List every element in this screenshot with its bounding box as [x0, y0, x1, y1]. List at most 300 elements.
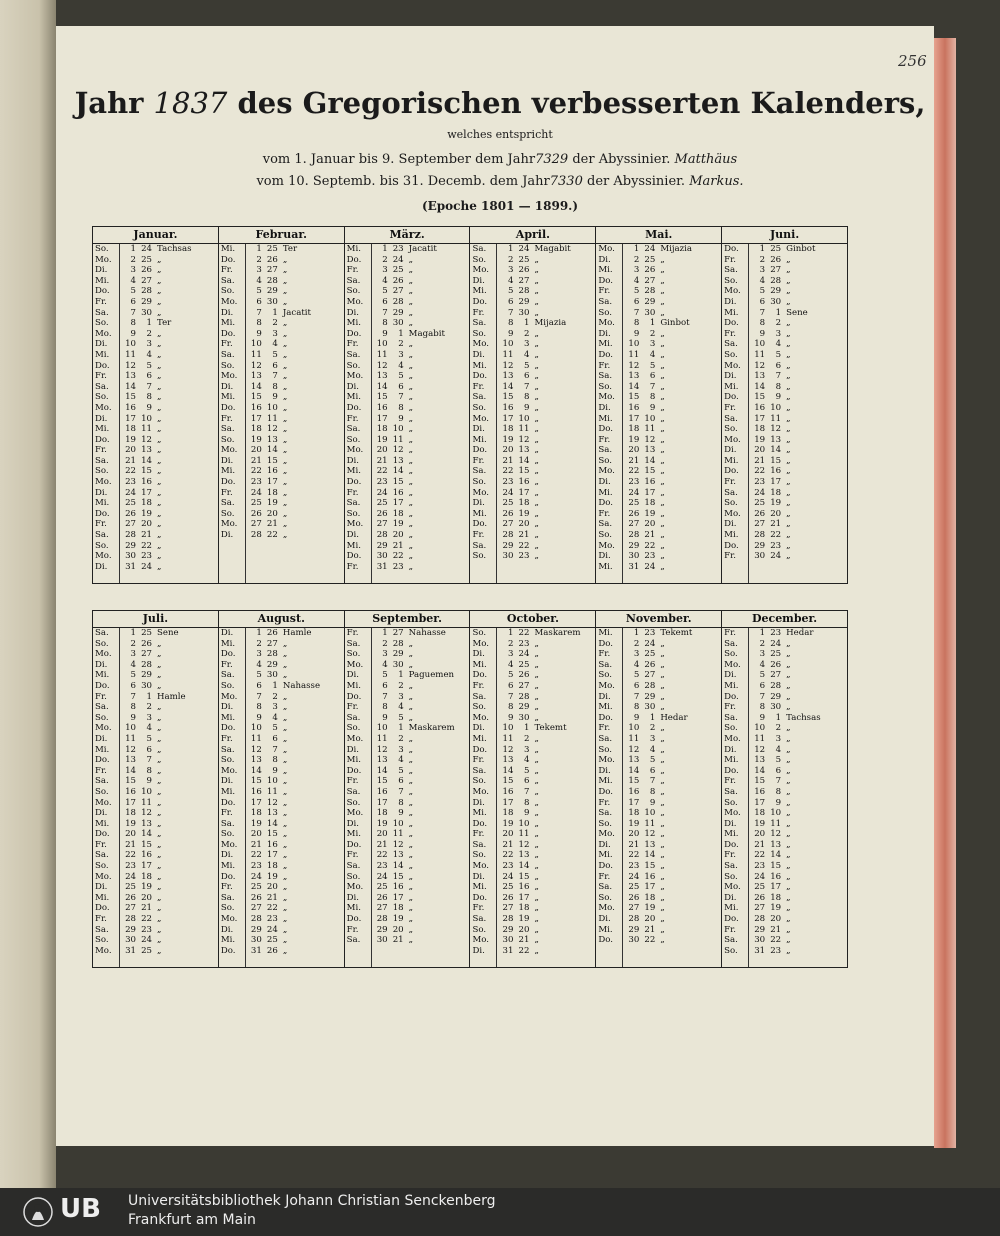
day-row: [219, 872, 344, 883]
day-row: [345, 766, 470, 777]
abyssinian-day: 26: [770, 254, 782, 265]
abyssinian-month: Maskarem: [408, 723, 455, 734]
day-row: [219, 308, 344, 319]
abyssinian-month: „: [786, 903, 791, 914]
day-row: [219, 244, 344, 255]
day-row: [722, 392, 847, 403]
abyssinian-day: 1: [398, 670, 404, 681]
day-row: [470, 829, 595, 840]
weekday: Di.: [346, 818, 360, 829]
gregorian-day: 7: [130, 691, 136, 702]
abyssinian-day: 20: [392, 924, 404, 935]
day-row: [722, 509, 847, 520]
weekday: Mo.: [346, 296, 364, 307]
abyssinian-day: 21: [518, 935, 530, 946]
weekday: So.: [95, 244, 109, 254]
weekday: Sa.: [346, 712, 361, 723]
abyssinian-day: 17: [266, 477, 278, 488]
abyssinian-month: „: [157, 659, 162, 670]
abyssinian-day: 1: [524, 318, 530, 329]
weekday: Fr.: [346, 924, 359, 935]
gregorian-day: 10: [628, 339, 640, 350]
abyssinian-month: „: [282, 466, 288, 477]
day-row: [722, 318, 847, 329]
weekday: Mo.: [598, 318, 615, 329]
gregorian-day: 14: [502, 381, 514, 392]
gregorian-day: 1: [382, 244, 388, 254]
gregorian-day: 15: [628, 776, 640, 787]
gregorian-day: 23: [754, 477, 766, 488]
gregorian-day: 5: [759, 286, 766, 297]
abyssinian-month: „: [157, 850, 162, 861]
gregorian-day: 29: [376, 540, 388, 551]
weekday: Mi.: [220, 786, 236, 797]
day-row: [470, 414, 595, 425]
abyssinian-month: „: [282, 945, 288, 956]
gregorian-day: 25: [502, 882, 514, 893]
day-row: [219, 329, 344, 340]
day-row: [93, 339, 218, 350]
gregorian-day: 30: [502, 551, 514, 562]
abyssinian-month: Tekemt: [534, 723, 567, 734]
gregorian-day: 8: [256, 702, 262, 713]
abyssinian-month: „: [157, 914, 162, 925]
abyssinian-month: „: [157, 413, 162, 424]
day-row: [596, 882, 721, 893]
day-row: [596, 456, 721, 467]
day-row: [470, 551, 595, 562]
weekday: Mo.: [220, 765, 238, 776]
abyssinian-day: 27: [518, 275, 530, 286]
month-column: [219, 611, 345, 967]
weekday: Di.: [95, 413, 108, 424]
gregorian-day: 21: [125, 839, 136, 850]
gregorian-day: 6: [382, 296, 388, 307]
weekday: Sa.: [346, 498, 361, 509]
gregorian-day: 11: [502, 349, 514, 360]
day-row: [722, 382, 847, 393]
gregorian-day: 12: [754, 744, 766, 755]
abyssinian-month: „: [157, 339, 162, 350]
abyssinian-month: „: [660, 871, 665, 882]
abyssinian-month: „: [534, 945, 539, 956]
abyssinian-month: „: [408, 254, 414, 265]
weekday: Do.: [220, 945, 236, 956]
abyssinian-day: 22: [644, 935, 656, 946]
weekday: Fr.: [724, 776, 736, 787]
weekday: Mi.: [598, 702, 613, 713]
abyssinian-day: 22: [518, 540, 530, 551]
gregorian-day: 18: [754, 808, 766, 819]
abyssinian-day: 25: [644, 649, 656, 660]
day-row: [470, 382, 595, 393]
abyssinian-month: „: [157, 328, 162, 339]
weekday: Mi.: [724, 381, 739, 392]
gregorian-day: 31: [754, 945, 766, 956]
gregorian-day: 14: [125, 765, 136, 776]
abyssinian-day: 29: [518, 702, 530, 713]
abyssinian-month: „: [282, 402, 288, 413]
weekday: Mo.: [95, 402, 112, 413]
weekday: Mi.: [724, 755, 739, 766]
footer-line-1: Universitätsbibliothek Johann Christian Senckenberg: [128, 1193, 496, 1209]
day-row: [596, 445, 721, 456]
abyssinian-month: „: [157, 265, 162, 276]
weekday: So.: [95, 318, 109, 329]
weekday: So.: [724, 424, 738, 435]
day-row: [722, 350, 847, 361]
abyssinian-day: 25: [770, 244, 782, 254]
abyssinian-day: 14: [770, 850, 782, 861]
day-row: [345, 925, 470, 936]
gregorian-day: 14: [376, 381, 388, 392]
abyssinian-day: 4: [649, 744, 656, 755]
weekday: Fr.: [472, 903, 485, 914]
abyssinian-day: 7: [775, 371, 782, 382]
gregorian-day: 4: [633, 659, 640, 670]
gregorian-day: 9: [382, 712, 388, 723]
abyssinian-month: „: [282, 861, 288, 872]
day-row: [93, 265, 218, 276]
abyssinian-month: „: [534, 892, 539, 903]
abyssinian-month: „: [786, 839, 791, 850]
abyssinian-day: 28: [518, 691, 530, 702]
weekday: Fr.: [472, 307, 485, 318]
abyssinian-day: 14: [141, 455, 152, 466]
day-row: [596, 798, 721, 809]
gregorian-day: 4: [130, 659, 136, 670]
month-body: [345, 628, 470, 967]
abyssinian-day: 1: [398, 328, 404, 339]
abyssinian-month: „: [534, 328, 539, 339]
abyssinian-month: „: [408, 455, 414, 466]
page-number: 256: [898, 52, 927, 70]
abyssinian-month: „: [282, 530, 288, 541]
abyssinian-day: 25: [518, 254, 530, 265]
abyssinian-month: „: [660, 649, 665, 660]
gregorian-day: 9: [256, 328, 262, 339]
abyssinian-day: 19: [644, 508, 656, 519]
abyssinian-day: 10: [392, 424, 404, 435]
abyssinian-month: „: [157, 744, 162, 755]
day-row: [219, 925, 344, 936]
day-row: [93, 255, 218, 266]
day-row: [219, 445, 344, 456]
gregorian-day: 8: [508, 702, 514, 713]
day-row: [470, 840, 595, 851]
weekday: Mi.: [598, 628, 613, 638]
abyssinian-month: „: [786, 723, 791, 734]
abyssinian-month: „: [157, 670, 162, 681]
weekday: Mi.: [724, 455, 739, 466]
day-row: [219, 509, 344, 520]
abyssinian-day: 16: [644, 477, 656, 488]
abyssinian-day: 2: [398, 339, 404, 350]
gregorian-day: 5: [382, 670, 388, 681]
day-row: [93, 872, 218, 883]
day-row: [219, 681, 344, 692]
abyssinian-day: 8: [775, 786, 782, 797]
day-row: [470, 371, 595, 382]
abyssinian-month: Sene: [157, 628, 179, 638]
day-row: [470, 297, 595, 308]
abyssinian-day: 12: [770, 424, 782, 435]
abyssinian-day: 10: [770, 402, 782, 413]
gregorian-day: 25: [754, 498, 766, 509]
gregorian-day: 8: [382, 702, 388, 713]
day-row: [93, 541, 218, 552]
weekday: Di.: [220, 924, 234, 935]
gregorian-day: 20: [628, 445, 640, 456]
abyssinian-month: „: [157, 360, 162, 371]
day-row: [470, 819, 595, 830]
abyssinian-month: „: [660, 670, 665, 681]
abyssinian-day: 29: [644, 296, 656, 307]
abyssinian-day: 21: [141, 530, 152, 541]
abyssinian-month: „: [786, 445, 791, 456]
gregorian-day: 19: [125, 434, 136, 445]
day-row: [722, 488, 847, 499]
day-row: [219, 530, 344, 541]
abyssinian-month: „: [534, 339, 539, 350]
abyssinian-month: „: [157, 702, 162, 713]
gregorian-day: 18: [502, 424, 514, 435]
gregorian-day: 13: [376, 755, 388, 766]
weekday: Sa.: [95, 850, 109, 861]
abyssinian-month: „: [282, 275, 288, 286]
gregorian-day: 9: [130, 712, 136, 723]
day-row: [722, 339, 847, 350]
abyssinian-month: „: [786, 455, 791, 466]
weekday: Sa.: [598, 659, 613, 670]
day-row: [93, 713, 218, 724]
gregorian-day: 15: [125, 392, 136, 403]
abyssinian-month: „: [408, 776, 414, 787]
day-row: [596, 670, 721, 681]
day-row: [345, 445, 470, 456]
weekday: Mi.: [346, 244, 361, 254]
abyssinian-month: „: [534, 850, 539, 861]
abyssinian-day: 22: [518, 945, 530, 956]
day-row: [596, 498, 721, 509]
gregorian-day: 11: [376, 349, 388, 360]
abyssinian-day: 14: [770, 445, 782, 456]
gregorian-day: 1: [256, 244, 262, 254]
abyssinian-month: „: [786, 797, 791, 808]
day-row: [596, 551, 721, 562]
weekday: Mi.: [346, 392, 361, 403]
abyssinian-month: „: [534, 286, 539, 297]
weekday: Do.: [598, 861, 613, 872]
gregorian-day: 20: [250, 829, 262, 840]
day-row: [219, 371, 344, 382]
day-row: [93, 745, 218, 756]
day-row: [345, 628, 470, 639]
abyssinian-month: „: [282, 318, 288, 329]
day-row: [470, 903, 595, 914]
abyssinian-month: „: [786, 530, 791, 541]
month-body: [470, 628, 595, 967]
day-row: [219, 350, 344, 361]
abyssinian-month: Hamle: [282, 628, 312, 638]
weekday: Do.: [346, 328, 362, 339]
weekday: Do.: [95, 286, 110, 297]
day-row: [345, 882, 470, 893]
abyssinian-day: 13: [770, 434, 782, 445]
gregorian-day: 25: [628, 498, 640, 509]
weekday: Mo.: [220, 445, 238, 456]
abyssinian-day: 27: [392, 286, 404, 297]
gregorian-day: 19: [125, 818, 136, 829]
gregorian-day: 12: [125, 744, 136, 755]
abyssinian-month: Nahasse: [282, 680, 321, 691]
abyssinian-day: 26: [141, 638, 152, 649]
abyssinian-day: 2: [775, 318, 782, 329]
gregorian-day: 8: [130, 702, 136, 713]
abyssinian-day: 11: [266, 786, 278, 797]
abyssinian-month: „: [282, 839, 288, 850]
day-row: [219, 403, 344, 414]
gregorian-day: 16: [376, 786, 388, 797]
month-body: [219, 244, 344, 583]
abyssinian-month: „: [157, 477, 162, 488]
abyssinian-month: „: [534, 455, 539, 466]
weekday: Do.: [724, 691, 739, 702]
month-header: April.: [470, 227, 595, 244]
abyssinian-day: 12: [266, 797, 278, 808]
gregorian-day: 1: [508, 628, 514, 638]
abyssinian-day: 13: [644, 445, 656, 456]
gregorian-day: 6: [633, 296, 640, 307]
day-row: [596, 745, 721, 756]
gregorian-day: 1: [130, 628, 136, 638]
month-body: [219, 628, 344, 967]
abyssinian-month: „: [660, 402, 665, 413]
abyssinian-month: „: [534, 744, 539, 755]
abyssinian-month: „: [786, 413, 791, 424]
weekday: Sa.: [724, 786, 738, 797]
abyssinian-month: „: [786, 498, 791, 509]
day-row: [596, 466, 721, 477]
abyssinian-month: „: [660, 445, 665, 456]
weekday: Do.: [95, 829, 110, 840]
abyssinian-month: „: [408, 275, 414, 286]
weekday: So.: [598, 818, 612, 829]
weekday: Sa.: [472, 765, 487, 776]
abyssinian-month: „: [408, 402, 414, 413]
abyssinian-month: „: [157, 307, 162, 318]
abyssinian-day: 3: [272, 328, 278, 339]
abyssinian-day: 25: [141, 254, 152, 265]
gregorian-day: 12: [250, 360, 262, 371]
abyssinian-day: 28: [266, 275, 278, 286]
day-row: [470, 808, 595, 819]
abyssinian-day: 11: [141, 797, 152, 808]
abyssinian-month: „: [408, 296, 414, 307]
gregorian-day: 8: [256, 318, 262, 329]
weekday: Mi.: [95, 670, 110, 681]
abyssinian-day: 23: [141, 924, 152, 935]
abyssinian-day: 6: [398, 776, 404, 787]
gregorian-day: 15: [376, 392, 388, 403]
weekday: Sa.: [220, 424, 235, 435]
gregorian-day: 30: [376, 935, 388, 946]
day-row: [596, 350, 721, 361]
abyssinian-month: Tachsas: [157, 244, 192, 254]
abyssinian-month: „: [534, 445, 539, 456]
gregorian-day: 7: [633, 691, 640, 702]
month-header: October.: [470, 611, 595, 628]
day-row: [219, 286, 344, 297]
abyssinian-day: 19: [518, 914, 530, 925]
day-row: [722, 286, 847, 297]
gregorian-day: 4: [508, 275, 514, 286]
day-row: [470, 670, 595, 681]
abyssinian-day: 4: [272, 339, 278, 350]
weekday: Di.: [472, 649, 485, 660]
weekday: Fr.: [472, 829, 485, 840]
weekday: Mo.: [472, 935, 490, 946]
month-column: [722, 227, 847, 583]
abyssinian-month: „: [282, 371, 288, 382]
abyssinian-month: „: [786, 829, 791, 840]
weekday: Fr.: [95, 765, 107, 776]
day-row: [596, 766, 721, 777]
weekday: Do.: [220, 254, 236, 265]
day-row: [93, 382, 218, 393]
day-row: [596, 840, 721, 851]
month-column: [470, 611, 596, 967]
gregorian-day: 27: [125, 903, 136, 914]
weekday: Do.: [95, 755, 110, 766]
abyssinian-month: „: [157, 765, 162, 776]
day-row: [722, 403, 847, 414]
gregorian-day: 2: [759, 638, 766, 649]
gregorian-day: 11: [628, 349, 640, 360]
day-row: [470, 488, 595, 499]
abyssinian-month: „: [408, 638, 414, 649]
weekday: Do.: [724, 318, 739, 329]
weekday: Fr.: [346, 413, 359, 424]
day-row: [93, 639, 218, 650]
gregorian-day: 20: [502, 445, 514, 456]
weekday: So.: [346, 360, 361, 371]
day-row: [722, 702, 847, 713]
gregorian-day: 18: [628, 424, 640, 435]
weekday: Mo.: [220, 519, 238, 530]
weekday: So.: [472, 254, 487, 265]
gregorian-day: 18: [125, 808, 136, 819]
gregorian-day: 23: [628, 477, 640, 488]
abyssinian-month: „: [786, 733, 791, 744]
day-row: [219, 692, 344, 703]
weekday: Mi.: [472, 286, 487, 297]
day-row: [345, 551, 470, 562]
abyssinian-day: 30: [392, 318, 404, 329]
gregorian-day: 14: [754, 381, 766, 392]
weekday: Mi.: [472, 508, 487, 519]
weekday: Sa.: [346, 638, 361, 649]
abyssinian-day: 18: [518, 903, 530, 914]
weekday: Fr.: [220, 882, 233, 893]
abyssinian-month: „: [534, 402, 539, 413]
weekday: Mo.: [95, 551, 112, 562]
abyssinian-day: 7: [524, 381, 530, 392]
day-row: [596, 519, 721, 530]
weekday: Sa.: [598, 882, 613, 893]
abyssinian-month: „: [660, 839, 665, 850]
gregorian-day: 4: [382, 275, 388, 286]
